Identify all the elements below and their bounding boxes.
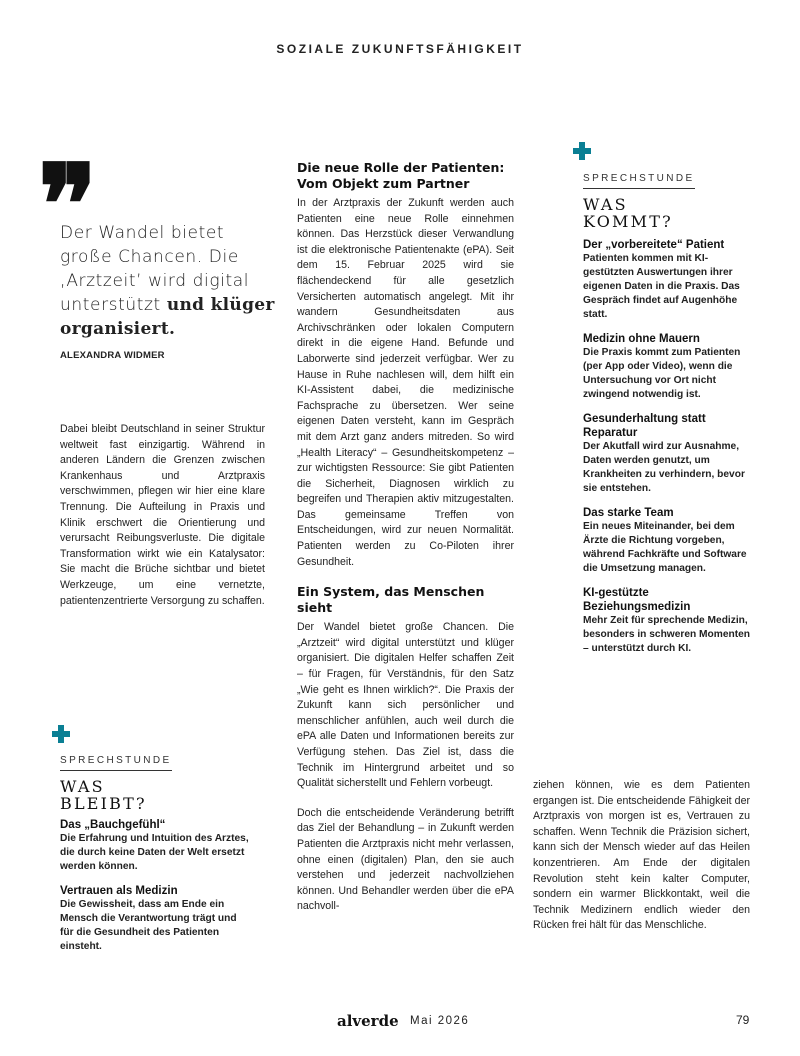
sprechstunde-label-bleibt: SPRECHSTUNDE (60, 755, 172, 766)
issue-date: Mai 2026 (410, 1015, 470, 1027)
section-header: SOZIALE ZUKUNFTSFÄHIGKEIT (276, 42, 524, 56)
box-title-line: BLEIBT? (60, 794, 147, 813)
box-title-bleibt (60, 778, 147, 812)
box-item-title: Das „Bauchgefühl“ (60, 819, 166, 831)
box-item-text: Ein neues Miteinander, bei dem Ärzte die Richtung vorgeben, während Fachkräfte und Software die Umsetzung managen. (583, 521, 747, 574)
box-item-text: Der Akutfall wird zur Ausnahme, Daten werden genutzt, um Krankheiten zu verhindern, bevor sie entstehen. (583, 441, 745, 494)
box-item-title: Das starke Team (583, 507, 674, 519)
pull-quote-text: Der Wandel bietet große Chancen. Die ‚Arztzeit’ wird digital unterstützt (60, 223, 250, 315)
left-paragraph: Dabei bleibt Deutschland in seiner Struktur weltweit fast einzigartig. Während in anderen Ländern die Grenzen zwischen Krankenhaus und Arztpraxis verschwimmen, pflegen wir hier eine klare Trennung. Die Aufteilung in Praxis und Klinik erschwert die Orientierung und verursacht Reibungsverluste. Die digitale Transformation wirkt wie ein Katalysator: Sie macht die Brüche sichtbar und bietet Werkzeuge, um eine vernetzte, patientenzentrierte Versorgung zu schaffen. (60, 423, 265, 607)
box-title-line: WAS (583, 195, 628, 214)
box-item-text: Die Praxis kommt zum Patienten (per App oder Video), wenn die Untersuchung vor Ort nicht zwingend notwendig ist. (583, 347, 741, 400)
box-item-text: Die Erfahrung und Intuition des Arztes, die durch keine Daten der Welt ersetzt werden können. (60, 833, 249, 872)
box-title-line: KOMMT? (583, 212, 673, 231)
box-title-kommt (583, 196, 673, 230)
box-title-line: WAS (60, 777, 105, 796)
box-item-title: Vertrauen als Medizin (60, 885, 178, 897)
medical-cross-icon (52, 725, 70, 743)
box-kommt-items (583, 238, 758, 666)
subheading-patient-role: Die neue Rolle der Patienten: Vom Objekt zum Partner (297, 160, 505, 191)
box-bleibt-items (60, 818, 250, 964)
box-item-title: KI-gestützte Beziehungsmedizin (583, 587, 691, 613)
quote-author: ALEXANDRA WIDMER (60, 350, 165, 361)
paragraph-system: Der Wandel bietet große Chancen. Die „Arztzeit“ wird digital unterstützt und klüger organisiert. Die digitalen Helfer schaffen Zeit – für Fragen, für Verständnis, für den Satz „Wie geht es Ihnen wirklich?“. Die Praxis der Zukunft kann sich persönlicher und menschlicher anfühlen, auch weil durch die ePA alle Daten und Informationen bereits zur Verfügung stehen. Das Ziel ist, dass die Technik im Hintergrund arbeitet und so Qualität sicherstellt und Fehlern vorbeugt. (297, 621, 514, 790)
paragraph-patient-role: In der Arztpraxis der Zukunft werden auch Patienten eine neue Rolle einnehmen können. Das Herzstück dieser Verwandlung ist die elektronische Patientenakte (ePA). Seit dem 15. Februar 2025 wird sie flächendeckend für alle gesetzlich Versicherten automatisch angelegt. Mit ihr wandern Gesundheitsdaten aus Archivschränken oder lokalen Computern direkt in die eigene Hand. Befunde und Laborwerte sind jederzeit verfügbar. Wer zu Hause in Ruhe nachlesen will, dem hilft ein KI-Assistent dabei, die medizinische Fachsprache zu übersetzen. Wer seine eigenen Daten versteht, kann im Gespräch mit dem Arzt ganz anders mitreden. So wird „Health Literacy“ – Gesundheitskompetenz – zur wichtigsten Ressource: Sie gibt Patienten die Sicherheit, Diagnosen wirklich zu begreifen und Therapien aktiv mitzugestalten. Das gemeinsame Treffen von Entscheidungen, wird zur neuen Normalität. Patienten werden zu Co-Piloten ihrer Gesundheit. (297, 197, 514, 568)
right-column (533, 778, 750, 934)
box-item-title: Der „vorbereitete“ Patient (583, 239, 725, 251)
middle-column (297, 160, 514, 915)
pull-quote (60, 221, 280, 341)
right-paragraph: ziehen können, wie es dem Patienten ergangen ist. Die entscheidende Fähigkeit der Arztpraxis von morgen ist es, Vertrauen zu schaffen. Wenn Technik die Präzision sichert, kann sich der Mensch wieder auf das Heilen konzentrieren. Am Ende der digitalen Revolution steht kein kalter Computer, sondern ein warmer Blickkontakt, weil die Technik Medizinern endlich wieder den Rücken frei hält für das Menschliche. (533, 779, 750, 932)
page-number: 79 (736, 1013, 750, 1027)
box-item-text: Die Gewissheit, dass am Ende ein Mensch die Verantwortung trägt und für die Gesundheit des Patienten einsteht. (60, 899, 237, 952)
medical-cross-icon (573, 142, 591, 160)
brand-logo: alverde (337, 1012, 399, 1030)
paragraph-change: Doch die entscheidende Veränderung betrifft das Ziel der Behandlung – in Zukunft werden Patienten die Arztpraxis nicht mehr verlassen, ohne einen (digitalen) Plan, den sie auch verstehen und jederzeit nachvollziehen können. Und Behandler werden über die ePA nachvoll- (297, 806, 514, 913)
left-column (60, 422, 265, 609)
quote-mark-icon: ❞ (38, 140, 98, 269)
sprechstunde-label-kommt: SPRECHSTUNDE (583, 173, 695, 184)
box-item-text: Mehr Zeit für sprechende Medizin, besonders in schweren Momenten – unterstützt durch KI. (583, 615, 750, 654)
subheading-system: Ein System, das Menschen sieht (297, 584, 485, 616)
box-item-title: Gesunderhaltung statt Reparatur (583, 413, 706, 439)
pull-quote-bold: und klüger organisiert. (60, 295, 275, 339)
box-item-text: Patienten kommen mit KI-gestützten Auswertungen ihrer eigenen Daten in die Praxis. Das Gespräch findet auf Augenhöhe statt. (583, 253, 740, 320)
box-item-title: Medizin ohne Mauern (583, 333, 700, 345)
